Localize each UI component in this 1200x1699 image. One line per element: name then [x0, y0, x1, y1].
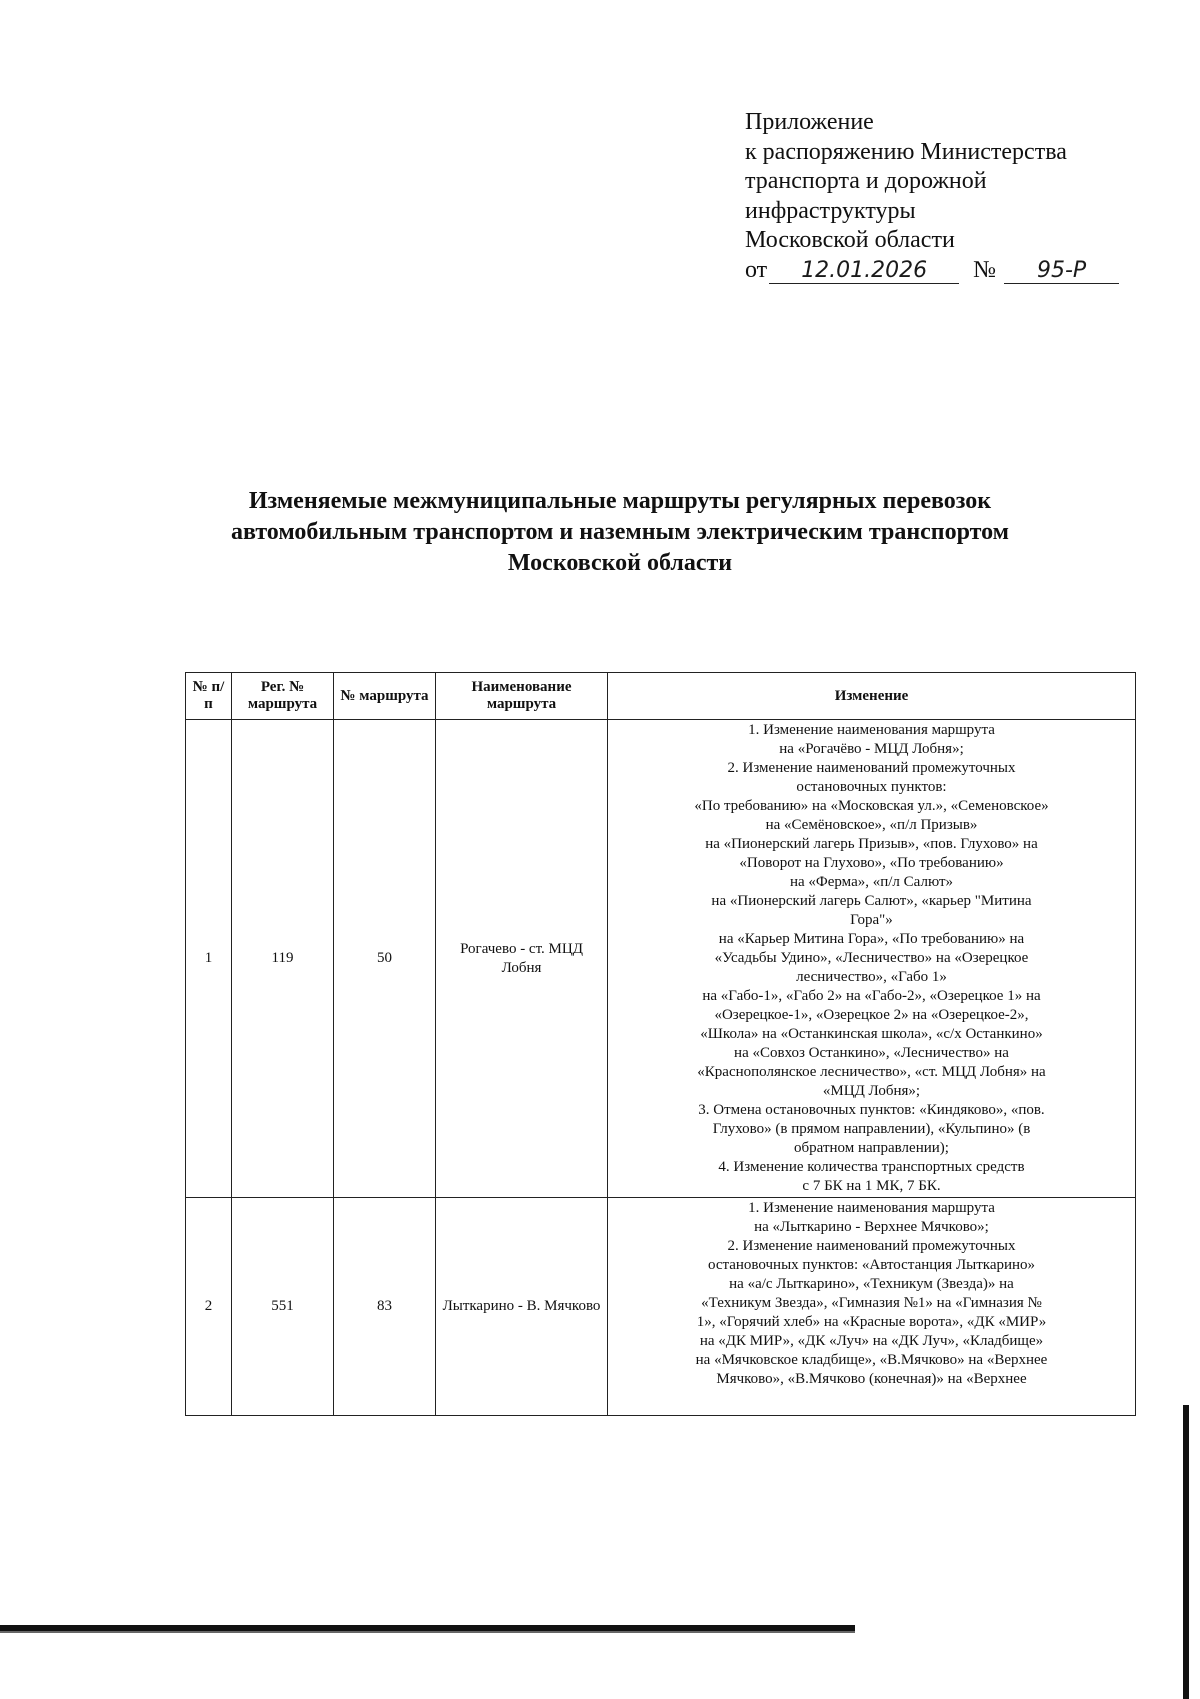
- change-line: остановочных пунктов: «Автостанция Лыткарино»: [707, 1257, 1036, 1273]
- change-line: 3. Отмена остановочных пунктов: «Киндяково», «пов.: [698, 1102, 1045, 1118]
- change-line: на «Лыткарино - Верхнее Мячково»;: [754, 1219, 989, 1235]
- change-line: 1. Изменение наименования маршрута: [748, 1200, 995, 1216]
- change-line: 2. Изменение наименований промежуточных: [727, 760, 1016, 776]
- change-lines: [611, 721, 1132, 1196]
- change-line: 4. Изменение количества транспортных средств: [718, 1159, 1025, 1175]
- header-route-number: № маршрута: [334, 673, 436, 720]
- change-line: «Поворот на Глухово», «По требованию»: [739, 855, 1004, 871]
- change-line: на «Мячковское кладбище», «В.Мячково» на «Верхнее: [695, 1352, 1048, 1368]
- document-title: [180, 486, 1060, 579]
- appendix-line: транспорта и дорожной: [745, 168, 987, 194]
- title-line: автомобильным транспортом и наземным электрическим транспортом: [230, 519, 1010, 545]
- table-row: [186, 1198, 1136, 1416]
- change-line: 1. Изменение наименования маршрута: [748, 722, 995, 738]
- change-line: на «Карьер Митина Гора», «По требованию» на: [718, 931, 1025, 947]
- change-line: на «Совхоз Останкино», «Лесничество» на: [734, 1045, 1009, 1061]
- change-lines: [611, 1199, 1132, 1414]
- cell-route-number: 83: [334, 1198, 436, 1416]
- cell-route-number: 50: [334, 720, 436, 1198]
- header-change: Изменение: [608, 673, 1136, 720]
- appendix-line: инфраструктуры: [745, 197, 916, 224]
- change-line: «Техникум Звезда», «Гимназия №1» на «Гимназия №: [701, 1295, 1042, 1311]
- change-line: «Школа» на «Останкинская школа», «с/х Останкино»: [700, 1026, 1043, 1042]
- title-line: Изменяемые межмуниципальные маршруты регулярных перевозок: [248, 488, 992, 514]
- change-line: на «Пионерский лагерь Призыв», «пов. Глухово» на: [705, 836, 1038, 852]
- change-line: на «Габо-1», «Габо 2» на «Габо-2», «Озерецкое 1» на: [702, 988, 1041, 1004]
- cell-no: 1: [186, 720, 232, 1198]
- change-line: на «Семёновское», «п/л Призыв»: [765, 817, 978, 833]
- change-line: на «ДК МИР», «ДК «Луч» на «ДК Луч», «Кладбище»: [699, 1333, 1044, 1349]
- cell-change: [608, 1198, 1136, 1416]
- handwritten-date: 12.01.2026: [769, 259, 959, 284]
- change-line: на «Рогачёво - МЦД Лобня»;: [779, 741, 964, 757]
- change-line: с 7 БК на 1 МК, 7 БК.: [802, 1178, 941, 1194]
- title-line: Московской области: [507, 550, 733, 576]
- cell-no: 2: [186, 1198, 232, 1416]
- change-line: на «Пионерский лагерь Салют», «карьер "Митина: [711, 893, 1032, 909]
- appendix-line: Московской области: [745, 227, 955, 253]
- table-header-row: [186, 673, 1136, 720]
- change-line: «Усадьбы Удино», «Лесничество» на «Озерецкое: [714, 950, 1029, 966]
- date-prefix: от: [745, 256, 768, 283]
- appendix-line: Приложение: [745, 109, 874, 135]
- cell-route-name: Рогачево - ст. МЦД Лобня: [436, 720, 608, 1198]
- number-label: №: [973, 256, 997, 283]
- change-line: обратном направлении);: [794, 1140, 949, 1156]
- handwritten-number: 95-Р: [1004, 259, 1119, 284]
- scan-edge-bottom-shadow: [0, 1631, 855, 1633]
- change-line: на «а/с Лыткарино», «Техникум (Звезда)» на: [729, 1276, 1014, 1292]
- change-line: «Озерецкое-1», «Озерецкое 2» на «Озерецкое-2»,: [714, 1007, 1029, 1023]
- routes-table: [185, 672, 1136, 1416]
- change-line: 2. Изменение наименований промежуточных: [727, 1238, 1016, 1254]
- scan-edge-right: [1183, 1405, 1189, 1699]
- header-no: № п/п: [186, 673, 232, 720]
- appendix-header: [745, 108, 1175, 285]
- change-line: «По требованию» на «Московская ул.», «Семеновское»: [694, 798, 1049, 814]
- change-line: Гора"»: [850, 912, 893, 928]
- change-line: «Краснополянское лесничество», «ст. МЦД Лобня» на: [697, 1064, 1046, 1080]
- change-line: Глухово» (в прямом направлении), «Кульпино» (в: [712, 1121, 1031, 1137]
- appendix-line: к распоряжению Министерства: [745, 138, 1067, 165]
- change-line: «МЦД Лобня»;: [822, 1083, 921, 1099]
- cell-route-name: Лыткарино - В. Мячково: [436, 1198, 608, 1416]
- cell-reg-number: 551: [232, 1198, 334, 1416]
- header-route-name: Наименование маршрута: [436, 673, 608, 720]
- table-row: [186, 720, 1136, 1198]
- cell-reg-number: 119: [232, 720, 334, 1198]
- header-reg-number: Рег. № маршрута: [232, 673, 334, 720]
- change-line: Мячково», «В.Мячково (конечная)» на «Верхнее: [716, 1371, 1027, 1387]
- change-line: на «Ферма», «п/л Салют»: [789, 874, 954, 890]
- change-line: 1», «Горячий хлеб» на «Красные ворота», «ДК «МИР»: [696, 1314, 1047, 1330]
- cell-change: [608, 720, 1136, 1198]
- appendix-date-number-line: [745, 256, 1175, 286]
- change-line: лесничество», «Габо 1»: [796, 969, 947, 985]
- change-line: остановочных пунктов:: [796, 779, 947, 795]
